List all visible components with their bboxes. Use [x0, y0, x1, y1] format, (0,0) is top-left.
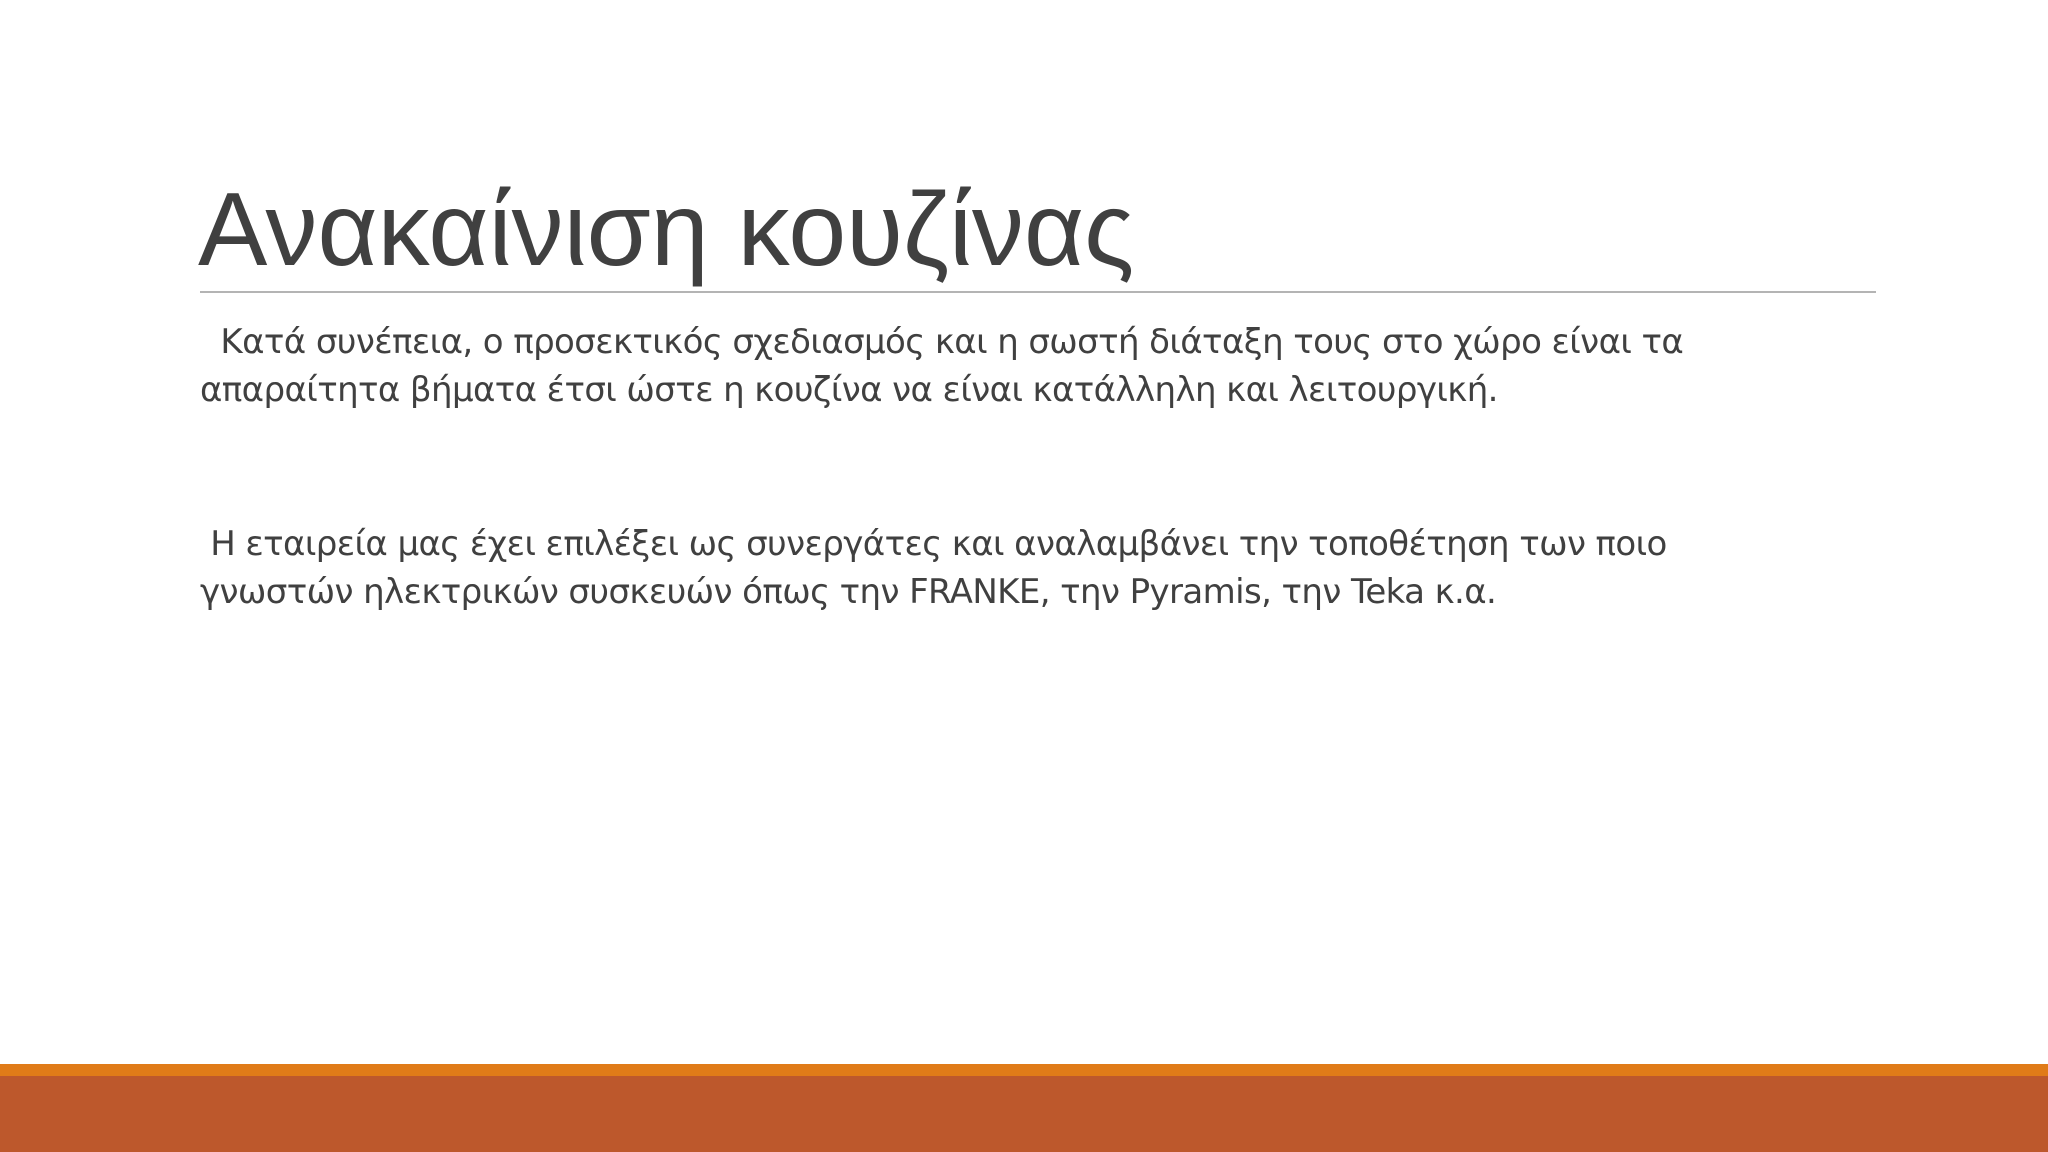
- body-paragraph-1: Κατά συνέπεια, ο προσεκτικός σχεδιασμός και η σωστή διάταξη τους στο χώρο είναι τα απαραίτητα βήματα έτσι ώστε η κουζίνα να είναι κατάλληλη και λειτουργική.: [200, 322, 1684, 410]
- footer-accent-stripe: [0, 1064, 2048, 1076]
- title-divider: [200, 291, 1876, 293]
- slide-title: Ανακαίνιση κουζίνας: [198, 172, 1135, 288]
- body-paragraph-2: Η εταιρεία μας έχει επιλέξει ως συνεργάτες και αναλαμβάνει την τοποθέτηση των ποιο γνωστών ηλεκτρικών συσκευών όπως την FRANKE, την Pyramis, την Teka κ.α.: [200, 524, 1667, 612]
- footer-band: [0, 1076, 2048, 1152]
- slide-body: [200, 318, 1880, 616]
